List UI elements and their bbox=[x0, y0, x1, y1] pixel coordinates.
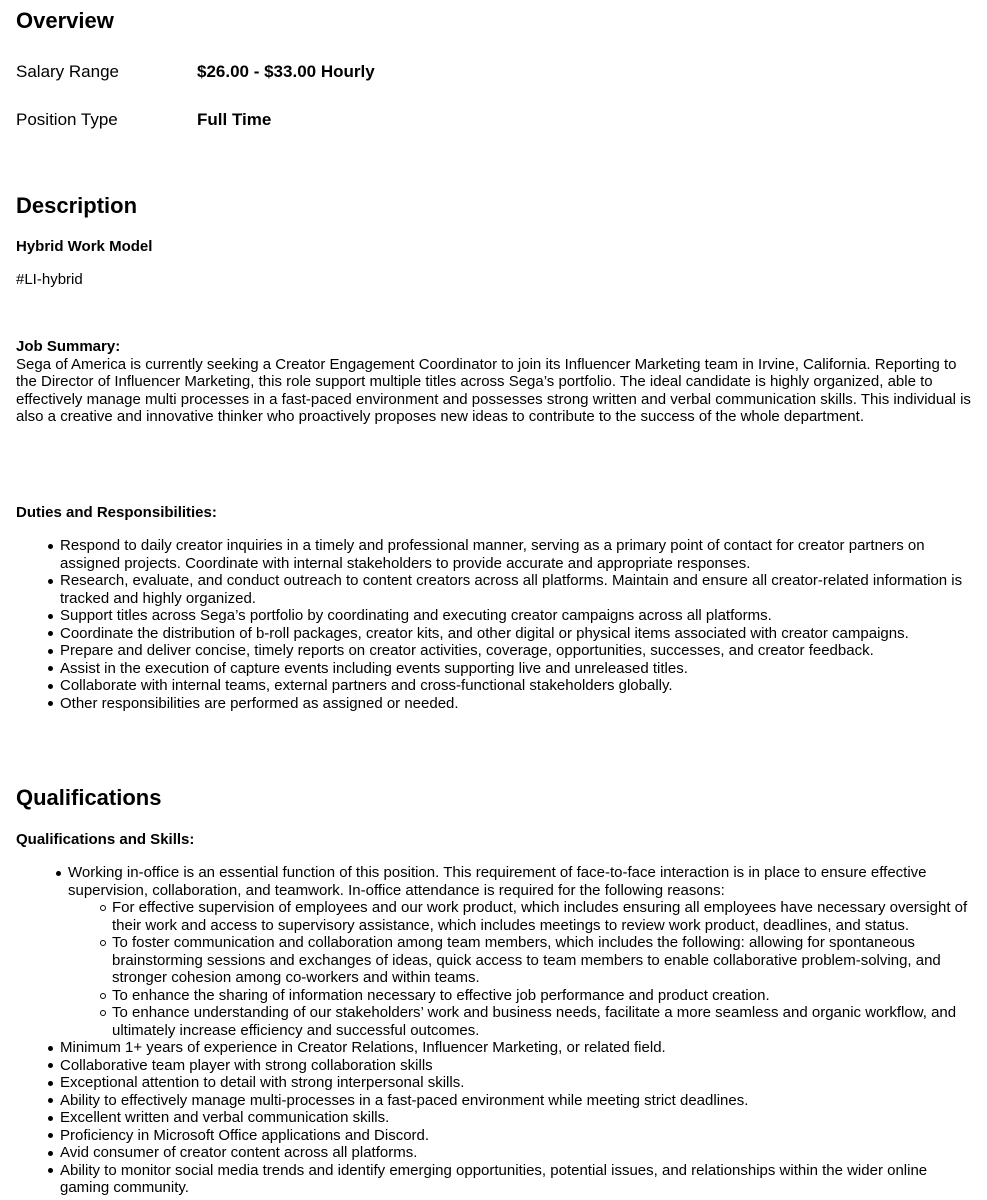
hybrid-tag: #LI-hybrid bbox=[16, 271, 83, 288]
in-office-reason-item: For effective supervision of employees and our work product, which includes ensuring all employees have necessary oversight of their work and access to supervisory assistance, which includes meetings to review work product, deadlines, and status. bbox=[112, 899, 968, 934]
duty-item: Other responsibilities are performed as assigned or needed. bbox=[60, 695, 970, 713]
qualifications-skills-title: Qualifications and Skills: bbox=[16, 831, 195, 848]
duty-item: Support titles across Sega’s portfolio by coordinating and executing creator campaigns across all platforms. bbox=[60, 607, 970, 625]
duties-title: Duties and Responsibilities: bbox=[16, 504, 217, 521]
qualification-item: Minimum 1+ years of experience in Creator Relations, Influencer Marketing, or related field. bbox=[60, 1039, 970, 1057]
qualification-item: Ability to monitor social media trends and identify emerging opportunities, potential issues, and relationships within the wider online gaming community. bbox=[60, 1162, 970, 1197]
duty-item: Research, evaluate, and conduct outreach to content creators across all platforms. Maintain and ensure all creator-related information is tracked and highly organized. bbox=[60, 572, 970, 607]
position-type-label: Position Type bbox=[16, 110, 118, 129]
salary-range-label: Salary Range bbox=[16, 62, 120, 81]
duties-list bbox=[60, 537, 970, 712]
qualification-item: Avid consumer of creator content across all platforms. bbox=[60, 1144, 970, 1162]
in-office-reason-item: To enhance understanding of our stakeholders’ work and business needs, facilitate a more seamless and organic workflow, and ultimately increase efficiency and successful outcomes. bbox=[112, 1004, 968, 1039]
qualifications-list bbox=[60, 1039, 970, 1197]
qualification-item: Exceptional attention to detail with strong interpersonal skills. bbox=[60, 1074, 970, 1092]
in-office-reason-item: To enhance the sharing of information necessary to effective job performance and product creation. bbox=[112, 987, 968, 1005]
salary-range-value: $26.00 - $33.00 Hourly bbox=[197, 62, 375, 81]
duty-item: Respond to daily creator inquiries in a timely and professional manner, serving as a primary point of contact for creator partners on assigned projects. Coordinate with internal stakeholders to provide accurate and appropriate responses. bbox=[60, 537, 970, 572]
duty-item: Coordinate the distribution of b-roll packages, creator kits, and other digital or physical items associated with creator campaigns. bbox=[60, 625, 970, 643]
qualifications-heading: Qualifications bbox=[16, 785, 162, 810]
in-office-reasons-list bbox=[68, 899, 968, 1039]
qualifications-first-list bbox=[68, 864, 968, 1039]
job-summary-text: Sega of America is currently seeking a Creator Engagement Coordinator to join its Influencer Marketing team in Irvine, California. Reporting to the Director of Influencer Marketing, this role support multiple titles across Sega’s portfolio. The ideal candidate is highly organized, able to effectively manage multi processes in a fast-paced environment and possesses strong written and verbal communication skills. This individual is also a creative and innovative thinker who proactively proposes new ideas to contribute to the success of the whole department. bbox=[16, 355, 971, 425]
in-office-reason-item: To foster communication and collaboration among team members, which includes the following: allowing for spontaneous brainstorming sessions and exchanges of ideas, quick access to team members to enable collaborative problem-solving, and stronger cohesion among co-workers and within teams. bbox=[112, 934, 968, 987]
duty-item: Prepare and deliver concise, timely reports on creator activities, coverage, opportunities, successes, and creator feedback. bbox=[60, 642, 970, 660]
qualification-item: Ability to effectively manage multi-processes in a fast-paced environment while meeting strict deadlines. bbox=[60, 1092, 970, 1110]
description-heading: Description bbox=[16, 193, 138, 218]
qualification-item bbox=[68, 864, 968, 1039]
job-summary bbox=[16, 338, 971, 426]
hybrid-work-model-title: Hybrid Work Model bbox=[16, 238, 153, 255]
position-type-value: Full Time bbox=[197, 110, 272, 129]
duty-item: Collaborate with internal teams, external partners and cross-functional stakeholders globally. bbox=[60, 677, 970, 695]
qualification-item: Excellent written and verbal communication skills. bbox=[60, 1109, 970, 1127]
qualification-item: Proficiency in Microsoft Office applications and Discord. bbox=[60, 1127, 970, 1145]
qualification-item: Collaborative team player with strong collaboration skills bbox=[60, 1057, 970, 1075]
overview-heading: Overview bbox=[16, 8, 114, 33]
job-summary-label: Job Summary: bbox=[16, 338, 121, 355]
duty-item: Assist in the execution of capture events including events supporting live and unreleased titles. bbox=[60, 660, 970, 678]
qualification-item-text: Working in-office is an essential function of this position. This requirement of face-to-face interaction is in place to ensure effective supervision, collaboration, and teamwork. In-office attendance is required for the following reasons: bbox=[68, 864, 927, 899]
